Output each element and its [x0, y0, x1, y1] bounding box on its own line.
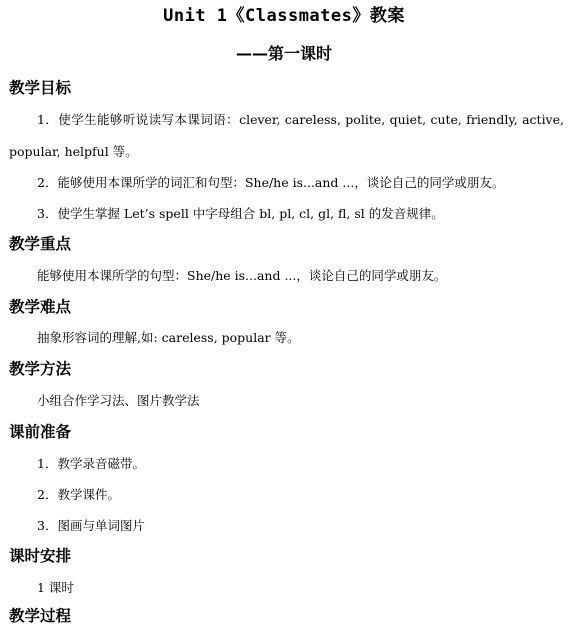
heading-process: 教学过程	[9, 607, 72, 625]
objective-item-2: 2．能够使用本课所学的词汇和句型：She/he is...and ...，谈论自己的同学或朋友。	[37, 175, 505, 190]
heading-objectives: 教学目标	[9, 79, 72, 97]
heading-schedule: 课时安排	[9, 547, 72, 565]
heading-key-points: 教学重点	[9, 235, 72, 253]
document-title: Unit 1《Classmates》教案	[163, 6, 405, 26]
heading-methods: 教学方法	[9, 360, 72, 378]
difficulties-text: 抽象形容词的理解,如: careless, popular 等。	[37, 330, 300, 345]
methods-text: 小组合作学习法、图片教学法	[37, 393, 200, 408]
key-points-text: 能够使用本课所学的句型：She/he is...and ...，谈论自己的同学或朋友。	[37, 268, 447, 283]
preparation-item-2: 2．教学课件。	[37, 487, 120, 502]
objective-item-1: 1．使学生能够听说读写本课词语：clever, careless, polite, quiet, cute, friendly, active,	[37, 112, 564, 127]
objective-item-3: 3．使学生掌握 Let’s spell 中字母组合 bl, pl, cl, gl, fl, sl 的发音规律。	[37, 206, 444, 221]
heading-difficulties: 教学难点	[9, 298, 72, 316]
preparation-item-1: 1．教学录音磁带。	[37, 456, 145, 471]
preparation-item-3: 3．图画与单词图片	[37, 518, 145, 533]
schedule-text: 1 课时	[37, 580, 74, 595]
objective-item-1-continued: popular, helpful 等。	[9, 144, 138, 159]
document-subtitle: ——第一课时	[235, 44, 332, 63]
heading-preparation: 课前准备	[9, 423, 72, 441]
